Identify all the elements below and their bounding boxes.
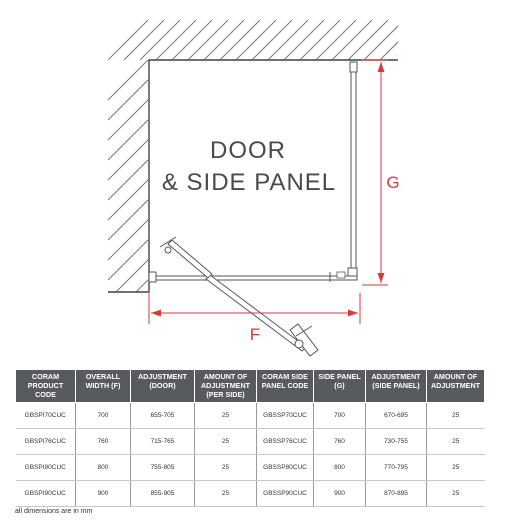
diagram-title-line1: DOOR: [210, 137, 286, 164]
table-cell: GBSSP70CUC: [257, 403, 314, 429]
table-header-row: [16, 370, 485, 403]
table-cell: 730-755: [366, 429, 427, 455]
header-adjustment-side-panel: ADJUSTMENT (SIDE PANEL): [366, 370, 427, 403]
table-cell: 670-695: [366, 403, 427, 429]
table-cell: 760: [76, 429, 131, 455]
table-row: [16, 455, 485, 481]
header-amount-adjustment: AMOUNT OF ADJUSTMENT: [427, 370, 485, 403]
table-cell: 800: [76, 455, 131, 481]
door-panel-inward: [160, 237, 212, 278]
table-cell: 25: [195, 429, 257, 455]
header-side-panel: SIDE PANEL (G): [314, 370, 366, 403]
table-cell: 25: [427, 455, 485, 481]
header-adjustment-door: ADJUSTMENT (DOOR): [131, 370, 195, 403]
table-cell: GBSSP76CUC: [257, 429, 314, 455]
table-cell: 25: [195, 481, 257, 507]
table-cell: 800: [314, 455, 366, 481]
side-panel: [348, 62, 357, 277]
table-cell: 900: [76, 481, 131, 507]
table-row: [16, 481, 485, 507]
table-cell: 25: [195, 455, 257, 481]
table-cell: 25: [427, 403, 485, 429]
footnote: all dimensions are in mm: [15, 508, 93, 515]
table-cell: GBSPI70CUC: [16, 403, 76, 429]
table-cell: 870-895: [366, 481, 427, 507]
table-cell: 855-905: [131, 481, 195, 507]
table-cell: 25: [195, 403, 257, 429]
header-side-panel-code: CORAM SIDE PANEL CODE: [257, 370, 314, 403]
dimension-g: [362, 60, 388, 285]
table-cell: GBSPI76CUC: [16, 429, 76, 455]
table-cell: GBSPI80CUC: [16, 455, 76, 481]
door-panel-open: [206, 275, 318, 356]
table-cell: 770-795: [366, 455, 427, 481]
table-cell: 25: [427, 429, 485, 455]
table-cell: 655-705: [131, 403, 195, 429]
table-cell: 700: [76, 403, 131, 429]
table-cell: GBSSP90CUC: [257, 481, 314, 507]
table-cell: 25: [427, 481, 485, 507]
table-cell: GBSPI90CUC: [16, 481, 76, 507]
spec-table: [15, 369, 485, 507]
table-cell: 700: [314, 403, 366, 429]
table-cell: 755-805: [131, 455, 195, 481]
diagram-title-line2: & SIDE PANEL: [161, 169, 337, 196]
table-cell: 760: [314, 429, 366, 455]
header-overall-width: OVERALL WIDTH (F): [76, 370, 131, 403]
left-wall-hatch: [108, 60, 148, 320]
top-wall-hatch: [108, 20, 420, 60]
table-cell: 900: [314, 481, 366, 507]
table-cell: 715-765: [131, 429, 195, 455]
dimension-f-label: F: [249, 325, 261, 344]
table-row: [16, 429, 485, 455]
header-product-code: CORAM PRODUCT CODE: [16, 370, 76, 403]
door-rail: [149, 272, 357, 282]
dimension-g-label: G: [386, 173, 400, 192]
table-row: [16, 403, 485, 429]
table-cell: GBSSP80CUC: [257, 455, 314, 481]
header-amount-adjustment-per-side: AMOUNT OF ADJUSTMENT (PER SIDE): [195, 370, 257, 403]
